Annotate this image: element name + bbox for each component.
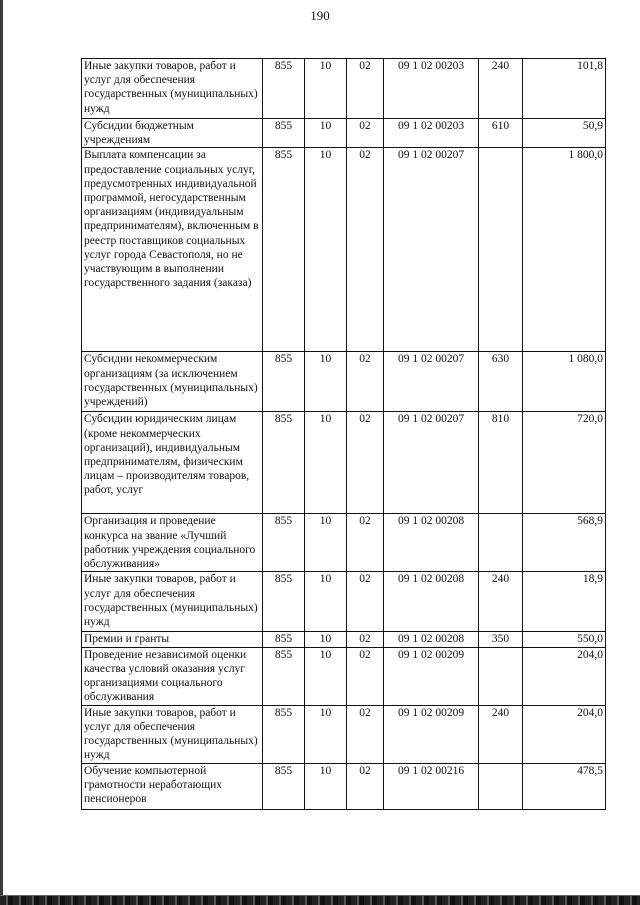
row-name: Премии и гранты: [82, 632, 263, 647]
table-row: [82, 632, 606, 647]
table-row: [82, 59, 606, 119]
row-section: 10: [305, 119, 347, 148]
row-target: 09 1 02 00207: [384, 148, 479, 352]
row-name: Организация и проведение конкурса на звание «Лучший работник учреждения социального обслуживания»: [82, 514, 263, 572]
row-name: Выплата компенсации за предоставление социальных услуг, предусмотренных индивидуальной программой, негосударственным организациям (индивидуальным предпринимателям), включенным в реестр поставщиков социальных услуг города Севастополя, но не участвующим в выполнении государственного задания (заказа): [82, 148, 263, 352]
row-vr: [479, 763, 523, 809]
row-amount: 204,0: [523, 705, 606, 763]
table-row: [82, 148, 606, 352]
row-name: Иные закупки товаров, работ и услуг для обеспечения государственных (муниципальных) нужд: [82, 572, 263, 632]
row-name: Иные закупки товаров, работ и услуг для обеспечения государственных (муниципальных) нужд: [82, 705, 263, 763]
row-grbs: 855: [263, 763, 305, 809]
row-grbs: 855: [263, 352, 305, 412]
row-target: 09 1 02 00207: [384, 412, 479, 514]
row-section: 10: [305, 647, 347, 705]
row-subsection: 02: [347, 59, 384, 119]
row-amount: 204,0: [523, 647, 606, 705]
row-vr: 240: [479, 59, 523, 119]
table-row: [82, 763, 606, 809]
row-amount: 1 800,0: [523, 148, 606, 352]
row-vr: 610: [479, 119, 523, 148]
row-section: 10: [305, 632, 347, 647]
table-row: [82, 514, 606, 572]
row-grbs: 855: [263, 59, 305, 119]
row-amount: 18,9: [523, 572, 606, 632]
row-name: Проведение независимой оценки качества условий оказания услуг организациями социального обслуживания: [82, 647, 263, 705]
budget-table: [81, 58, 606, 810]
table-body: [82, 59, 606, 810]
row-amount: 101,8: [523, 59, 606, 119]
row-name: Субсидии некоммерческим организациям (за исключением государственных (муниципальных) учреждений): [82, 352, 263, 412]
row-grbs: 855: [263, 572, 305, 632]
row-amount: 50,9: [523, 119, 606, 148]
row-subsection: 02: [347, 763, 384, 809]
row-target: 09 1 02 00209: [384, 705, 479, 763]
row-subsection: 02: [347, 148, 384, 352]
row-name: Обучение компьютерной грамотности неработающих пенсионеров: [82, 763, 263, 809]
row-target: 09 1 02 00208: [384, 572, 479, 632]
row-name: Субсидии бюджетным учреждениям: [82, 119, 263, 148]
row-grbs: 855: [263, 632, 305, 647]
row-subsection: 02: [347, 632, 384, 647]
row-vr: 630: [479, 352, 523, 412]
row-grbs: 855: [263, 148, 305, 352]
row-vr: [479, 647, 523, 705]
row-section: 10: [305, 148, 347, 352]
row-section: 10: [305, 572, 347, 632]
table-row: [82, 647, 606, 705]
row-grbs: 855: [263, 514, 305, 572]
row-amount: 568,9: [523, 514, 606, 572]
row-vr: [479, 514, 523, 572]
row-target: 09 1 02 00207: [384, 352, 479, 412]
row-target: 09 1 02 00209: [384, 647, 479, 705]
row-target: 09 1 02 00203: [384, 59, 479, 119]
row-subsection: 02: [347, 572, 384, 632]
row-name: Иные закупки товаров, работ и услуг для обеспечения государственных (муниципальных) нужд: [82, 59, 263, 119]
page-number: 190: [310, 8, 330, 23]
row-amount: 478,5: [523, 763, 606, 809]
row-section: 10: [305, 412, 347, 514]
row-amount: 550,0: [523, 632, 606, 647]
row-vr: 240: [479, 705, 523, 763]
row-grbs: 855: [263, 647, 305, 705]
row-grbs: 855: [263, 412, 305, 514]
row-vr: 350: [479, 632, 523, 647]
row-section: 10: [305, 763, 347, 809]
row-target: 09 1 02 00203: [384, 119, 479, 148]
row-subsection: 02: [347, 352, 384, 412]
row-subsection: 02: [347, 119, 384, 148]
row-grbs: 855: [263, 119, 305, 148]
row-subsection: 02: [347, 647, 384, 705]
table-row: [82, 119, 606, 148]
scan-bottom-edge: [0, 895, 640, 905]
row-section: 10: [305, 514, 347, 572]
row-grbs: 855: [263, 705, 305, 763]
table-row: [82, 412, 606, 514]
row-subsection: 02: [347, 412, 384, 514]
table-row: [82, 572, 606, 632]
row-amount: 720,0: [523, 412, 606, 514]
row-subsection: 02: [347, 705, 384, 763]
row-target: 09 1 02 00216: [384, 763, 479, 809]
row-target: 09 1 02 00208: [384, 514, 479, 572]
row-vr: [479, 148, 523, 352]
table-row: [82, 705, 606, 763]
scan-left-edge: [0, 0, 3, 905]
row-target: 09 1 02 00208: [384, 632, 479, 647]
row-section: 10: [305, 705, 347, 763]
row-name: Субсидии юридическим лицам (кроме некоммерческих организаций), индивидуальным предпринимателям, физическим лицам – производителям товаров, работ, услуг: [82, 412, 263, 514]
row-vr: 240: [479, 572, 523, 632]
table-row: [82, 352, 606, 412]
row-section: 10: [305, 59, 347, 119]
row-section: 10: [305, 352, 347, 412]
row-amount: 1 080,0: [523, 352, 606, 412]
row-vr: 810: [479, 412, 523, 514]
row-subsection: 02: [347, 514, 384, 572]
